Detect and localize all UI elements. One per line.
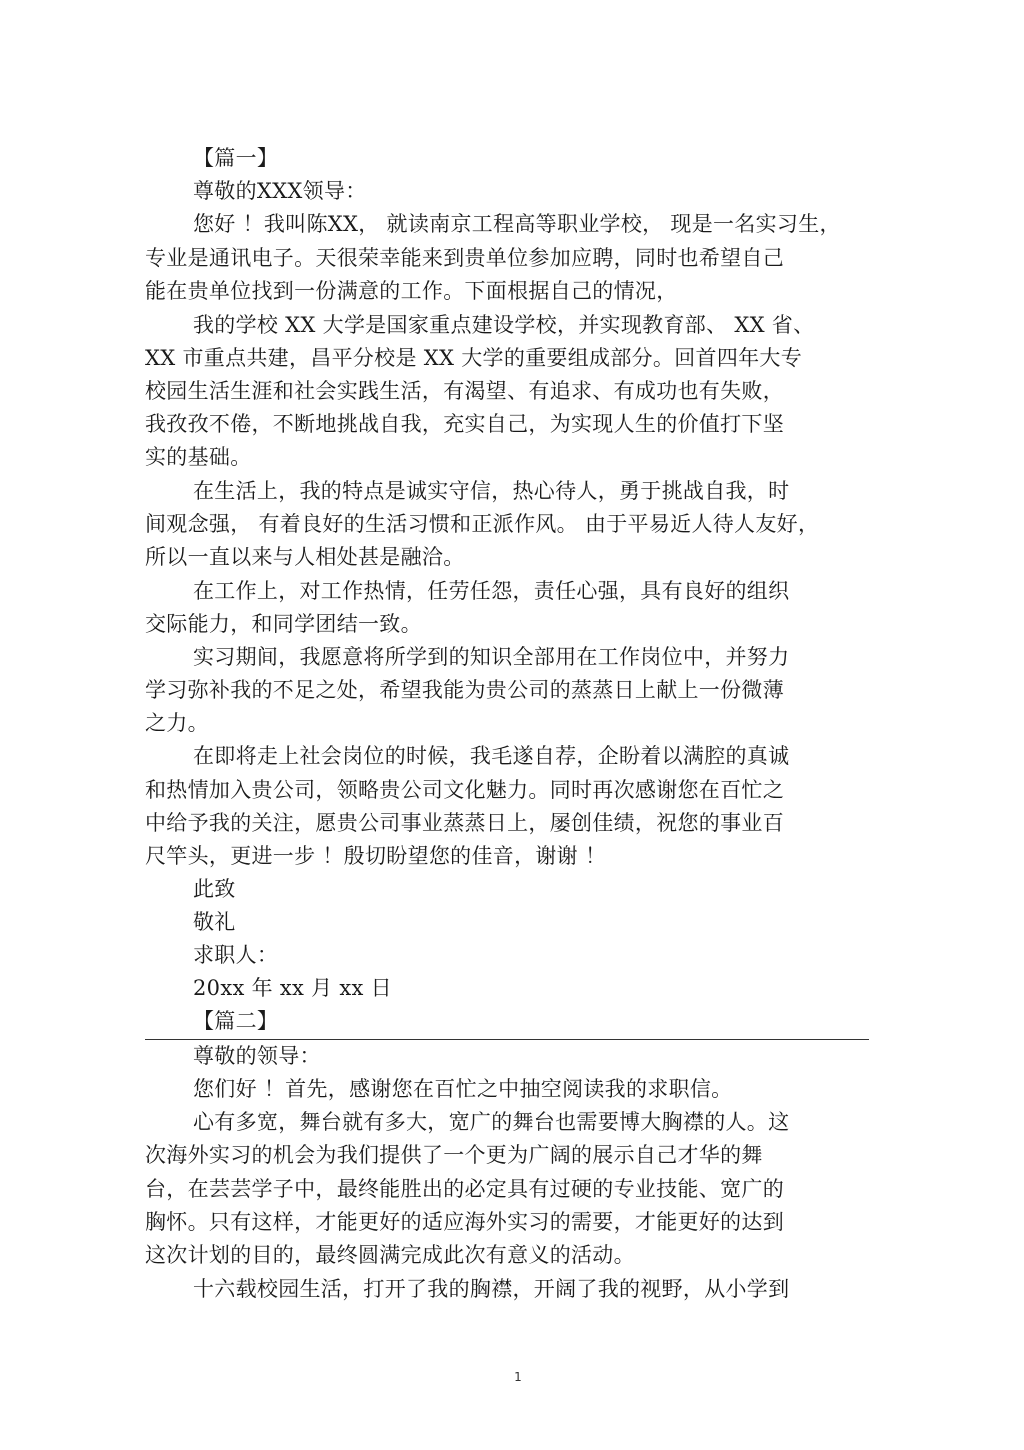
closing-line: 敬礼 [193,910,236,934]
body-line: 心有多宽，舞台就有多大，宽广的舞台也需要博大胸襟的人。这 [193,1110,790,1134]
body-line: 次海外实习的机会为我们提供了一个更为广阔的展示自己才华的舞 [145,1143,763,1167]
body-line: 在生活上，我的特点是诚实守信，热心待人，勇于挑战自我，时 [193,479,790,503]
body-line: 能在贵单位找到一份满意的工作。下面根据自己的情况， [145,279,678,303]
body-line: 台，在芸芸学子中，最终能胜出的必定具有过硬的专业技能、宽广的 [145,1177,784,1201]
closing-line: 此致 [193,877,236,901]
body-line: 所以一直以来与人相处甚是融洽。 [145,545,465,569]
body-line: 校园生活生涯和社会实践生活，有渴望、有追求、有成功也有失败， [145,379,784,403]
body-line: 间观念强， 有着良好的生活习惯和正派作风。 由于平易近人待人友好， [145,512,820,536]
body-line: 和热情加入贵公司，领略贵公司文化魅力。同时再次感谢您在百忙之 [145,778,784,802]
body-line: 尺竿头，更进一步 ！殷切盼望您的佳音，谢谢 ！ [145,844,607,868]
section2-salutation: 尊敬的领导： [193,1044,321,1068]
body-line: 实习期间，我愿意将所学到的知识全部用在工作岗位中，并努力 [193,645,790,669]
section1-salutation: 尊敬的XXX领导： [193,179,367,203]
body-line: 您们好 ！首先，感谢您在百忙之中抽空阅读我的求职信。 [193,1077,733,1101]
section2-heading: 【篇二】 [193,1009,279,1033]
body-line: 学习弥补我的不足之处，希望我能为贵公司的蒸蒸日上献上一份微薄 [145,678,784,702]
body-line: XX 市重点共建，昌平分校是 XX 大学的重要组成部分。回首四年大专 [145,346,803,370]
body-line: 这次计划的目的，最终圆满完成此次有意义的活动。 [145,1243,635,1267]
page-number: 1 [514,1370,522,1384]
body-line: 我的学校 XX 大学是国家重点建设学校，并实现教育部、 XX 省、 [193,313,815,337]
body-line: 专业是通讯电子。天很荣幸能来到贵单位参加应聘，同时也希望自己 [145,246,784,270]
body-line: 实的基础。 [145,445,252,469]
body-line: 您好 ！我叫陈XX， 就读南京工程高等职业学校， 现是一名实习生， [193,212,841,236]
body-line: 我孜孜不倦，不断地挑战自我，充实自己，为实现人生的价值打下坚 [145,412,784,436]
body-line: 在工作上，对工作热情，任劳任怨，责任心强，具有良好的组织 [193,579,790,603]
section1-heading: 【篇一】 [193,146,279,170]
body-line: 十六载校园生活，打开了我的胸襟，开阔了我的视野，从小学到 [193,1277,790,1301]
signature-line: 求职人： [193,943,279,967]
body-line: 胸怀。只有这样，才能更好的适应海外实习的需要，才能更好的达到 [145,1210,784,1234]
body-line: 中给予我的关注，愿贵公司事业蒸蒸日上，屡创佳绩，祝您的事业百 [145,811,784,835]
body-line: 之力。 [145,711,209,735]
body-line: 在即将走上社会岗位的时候，我毛遂自荐，企盼着以满腔的真诚 [193,744,790,768]
body-line: 交际能力，和同学团结一致。 [145,612,422,636]
date-line: 20xx 年 xx 月 xx 日 [193,976,392,1000]
section-divider [145,1039,869,1040]
